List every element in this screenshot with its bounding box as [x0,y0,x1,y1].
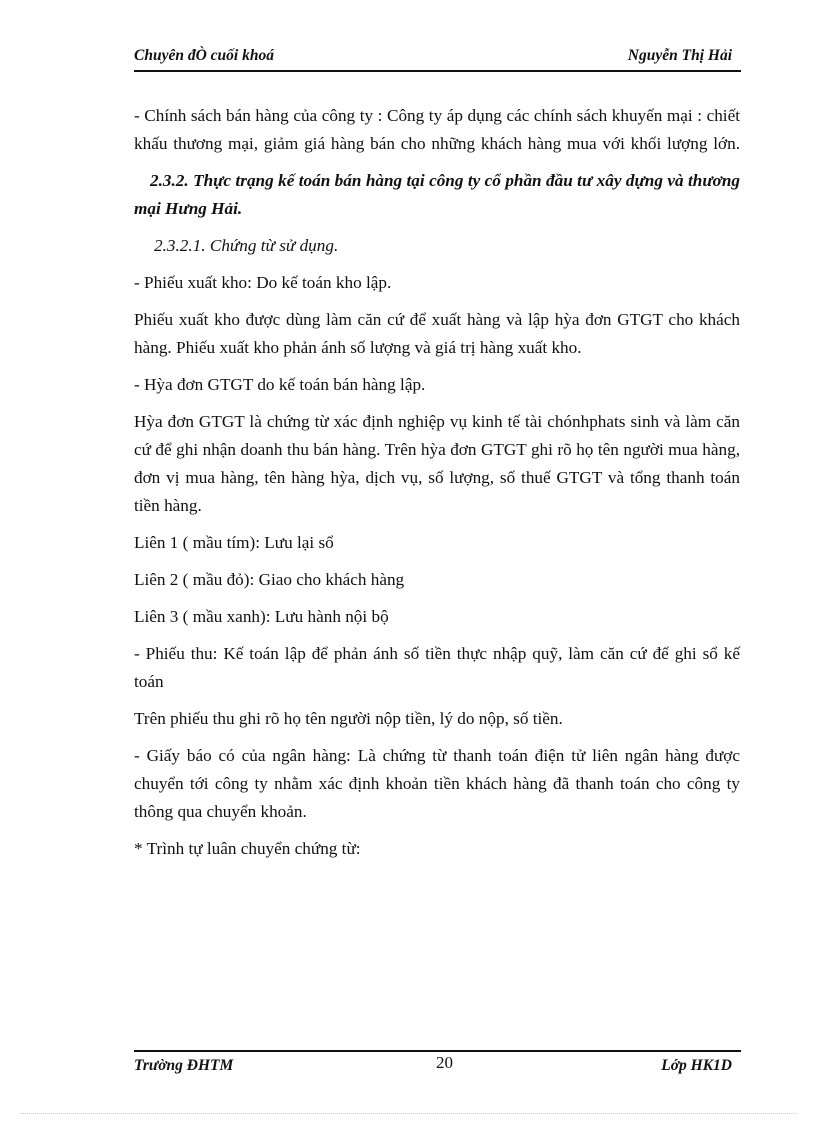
page-number: 20 [436,1053,453,1072]
paragraph-copy-3: Liên 3 ( mầu xanh): Lưu hành nội bộ [134,607,389,626]
paragraph-export-slip-detail: Phiếu xuất kho được dùng làm căn cứ để xuất hàng và lập hỳa đơn GTGT cho khách hàng. Phiếu xuất kho phản ánh số lượng và giá trị hàng xuất kho. [134,310,740,357]
paragraph-vat-invoice-detail: Hỳa đơn GTGT là chứng từ xác định nghiệp vụ kinh tế tài chónhphats sinh và làm căn cứ để ghi nhận doanh thu bán hàng. Trên hỳa đơn GTGT ghi rõ họ tên người mua hàng, đơn vị mua hàng, tên hàng hỳa, dịch vụ, số lượng, số thuế GTGT và tổng thanh toán tiền hàng. [134,412,740,515]
footer-school: Trường ĐHTM [134,1057,234,1074]
section-heading: 2.3.2. Thực trạng kế toán bán hàng tại công ty cổ phần đầu tư xây dựng và thương mại Hưng Hải. [134,171,740,218]
paragraph-export-slip: - Phiếu xuất kho: Do kế toán kho lập. [134,273,392,292]
paragraph-receipt-detail: Trên phiếu thu ghi rõ họ tên người nộp tiền, lý do nộp, số tiền. [134,709,563,728]
header-author: Nguyễn Thị Hải [627,47,732,64]
paragraph-bank-credit-note: - Giấy báo có của ngân hàng: Là chứng từ thanh toán điện tử liên ngân hàng được chuyển tới công ty nhằm xác định khoản tiền khách hàng đã thanh toán cho công ty thông qua chuyển khoản. [134,746,740,821]
page-edge-divider [20,1113,796,1114]
header-left-title: Chuyên đÒ cuối khoá [134,47,274,64]
header-divider [134,70,741,72]
footer-class: Lớp HK1D [661,1057,732,1074]
page-body [134,102,740,872]
paragraph-copy-2: Liên 2 ( mầu đỏ): Giao cho khách hàng [134,570,405,589]
footer-divider [134,1050,741,1052]
subsection-heading: 2.3.2.1. Chứng từ sử dụng. [154,236,339,255]
paragraph-sales-policy: - Chính sách bán hàng của công ty : Công ty áp dụng các chính sách khuyến mại : chiết khấu thương mại, giảm giá hàng bán cho những khách hàng mua với khối lượng lớn. [134,106,740,153]
paragraph-vat-invoice: - Hỳa đơn GTGT do kế toán bán hàng lập. [134,375,426,394]
paragraph-document-flow: * Trình tự luân chuyển chứng từ: [134,839,361,858]
paragraph-copy-1: Liên 1 ( mầu tím): Lưu lại sổ [134,533,334,552]
paragraph-receipt: - Phiếu thu: Kế toán lập để phản ánh số tiền thực nhập quỹ, làm căn cứ để ghi sổ kế toán [134,644,740,691]
